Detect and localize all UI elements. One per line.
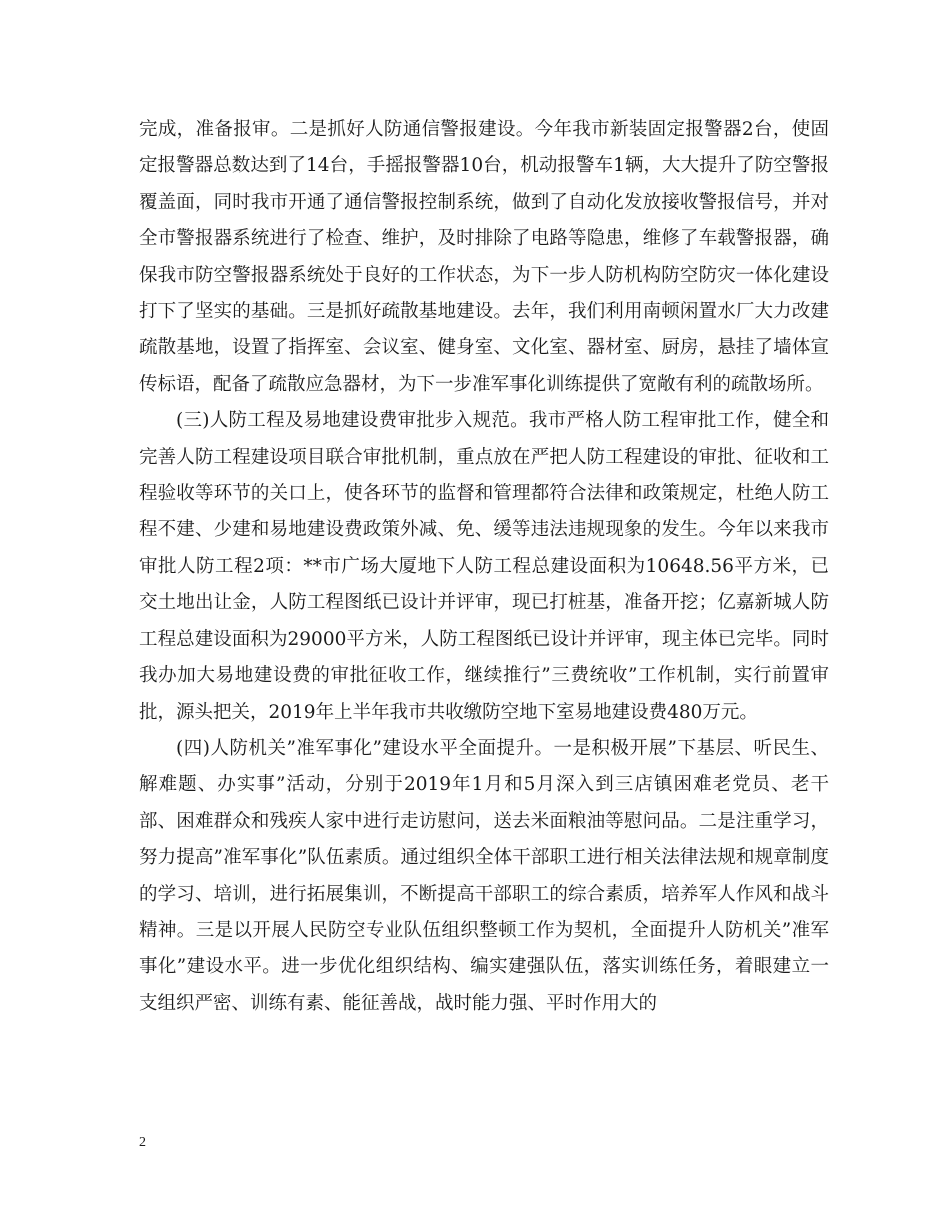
page-number: 2 — [139, 1135, 146, 1150]
paragraph-section-3: (三)人防工程及易地建设费审批步入规范。我市严格人防工程审批工作，健全和完善人防工程建设项目联合审批机制，重点放在严把人防工程建设的审批、征收和工程验收等环节的关口上，使各环节的监督和管理都符合法律和政策规定，杜绝人防工程不建、少建和易地建设费政策外减、免、缓等违法违规现象的发生。今年以来我市审批人防工程2项：**市广场大厦地下人防工程总建设面积为10648.56平方米，已交土地出让金，人防工程图纸已设计并评审，现已打桩基，准备开挖；亿嘉新城人防工程总建设面积为29000平方米，人防工程图纸已设计并评审，现主体已完毕。同时我办加大易地建设费的审批征收工作，继续推行”三费统收”工作机制，实行前置审批，源头把关，2019年上半年我市共收缴防空地下室易地建设费480万元。 — [139, 410, 829, 723]
paragraph-section-4: (四)人防机关”准军事化”建设水平全面提升。一是积极开展”下基层、听民生、解难题、办实事”活动，分别于2019年1月和5月深入到三店镇困难老党员、老干部、困难群众和残疾人家中进行走访慰问，送去米面粮油等慰问品。二是注重学习，努力提高”准军事化”队伍素质。通过组织全体干部职工进行相关法律法规和规章制度的学习、培训，进行拓展集训，不断提高干部职工的综合素质，培养军人作风和战斗精神。三是以开展人民防空专业队伍组织整顿工作为契机，全面提升人防机关”准军事化”建设水平。进一步优化组织结构、编实建强队伍，落实训练任务，着眼建立一支组织严密、训练有素、能征善战，战时能力强、平时作用大的 — [139, 737, 829, 1014]
paragraph-continuation: 完成，准备报审。二是抓好人防通信警报建设。今年我市新装固定报警器2台，使固定报警器总数达到了14台，手摇报警器10台，机动报警车1辆，大大提升了防空警报覆盖面，同时我市开通了通信警报控制系统，做到了自动化发放接收警报信号，并对全市警报器系统进行了检查、维护，及时排除了电路等隐患，维修了车载警报器，确保我市防空警报器系统处于良好的工作状态，为下一步人防机构防空防灾一体化建设打下了坚实的基础。三是抓好疏散基地建设。去年，我们利用南顿闲置水厂大力改建疏散基地，设置了指挥室、会议室、健身室、文化室、器材室、厨房，悬挂了墙体宣传标语，配备了疏散应急器材，为下一步准军事化训练提供了宽敞有利的疏散场所。 — [139, 119, 829, 395]
document-body — [139, 112, 829, 1022]
